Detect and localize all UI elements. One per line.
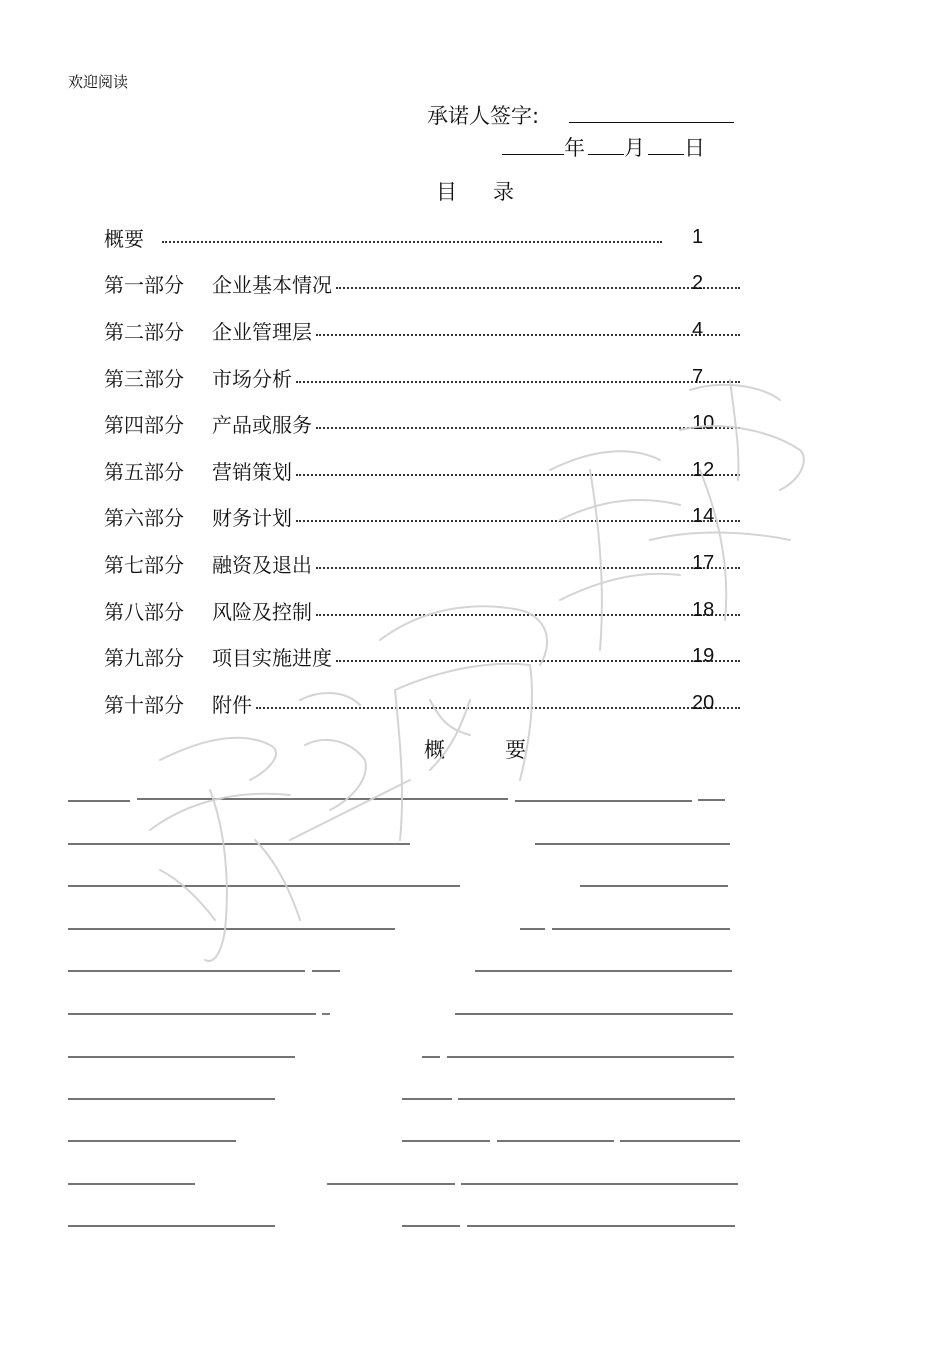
toc-page: 17 xyxy=(692,551,715,574)
toc-name: 企业基本情况 xyxy=(212,273,332,298)
toc-page: 7 xyxy=(692,365,704,388)
toc-name: 营销策划 xyxy=(212,459,292,484)
toc-title: 目录 xyxy=(436,180,550,204)
toc-part: 第七部分 xyxy=(104,552,184,577)
year-label: 年 xyxy=(564,136,585,160)
toc-name: 企业管理层 xyxy=(212,319,312,344)
toc-page: 4 xyxy=(692,318,704,341)
toc-part: 第十部分 xyxy=(104,692,184,717)
toc-part: 第四部分 xyxy=(104,413,184,438)
toc-part: 第八部分 xyxy=(104,599,184,624)
toc-part: 第二部分 xyxy=(104,319,184,344)
toc-page: 19 xyxy=(692,645,715,668)
toc-name: 产品或服务 xyxy=(212,413,312,438)
toc-part: 第六部分 xyxy=(104,506,184,531)
toc-name: 财务计划 xyxy=(212,506,292,531)
toc-page: 20 xyxy=(692,691,715,714)
toc-name: 风险及控制 xyxy=(212,599,312,624)
header-note: 欢迎阅读 xyxy=(68,73,129,91)
toc-part: 第五部分 xyxy=(104,459,184,484)
toc-part: 概要 xyxy=(104,226,144,251)
toc-page: 18 xyxy=(692,598,715,621)
month-label: 月 xyxy=(624,136,645,160)
toc-part: 第一部分 xyxy=(104,273,184,298)
day-label: 日 xyxy=(684,136,705,160)
signature-label: 承诺人签字: xyxy=(427,104,540,128)
toc-page: 10 xyxy=(692,412,715,435)
toc-page: 1 xyxy=(692,225,704,248)
toc-page: 12 xyxy=(692,458,715,481)
toc-part: 第九部分 xyxy=(104,646,184,671)
toc-name: 市场分析 xyxy=(212,366,292,391)
toc-name: 项目实施进度 xyxy=(212,646,332,671)
toc-part: 第三部分 xyxy=(104,366,184,391)
toc-name: 附件 xyxy=(212,692,252,717)
summary-title: 概要 xyxy=(424,738,586,762)
toc-page: 14 xyxy=(692,505,715,528)
toc-name: 融资及退出 xyxy=(212,552,312,577)
toc-page: 2 xyxy=(692,272,704,295)
